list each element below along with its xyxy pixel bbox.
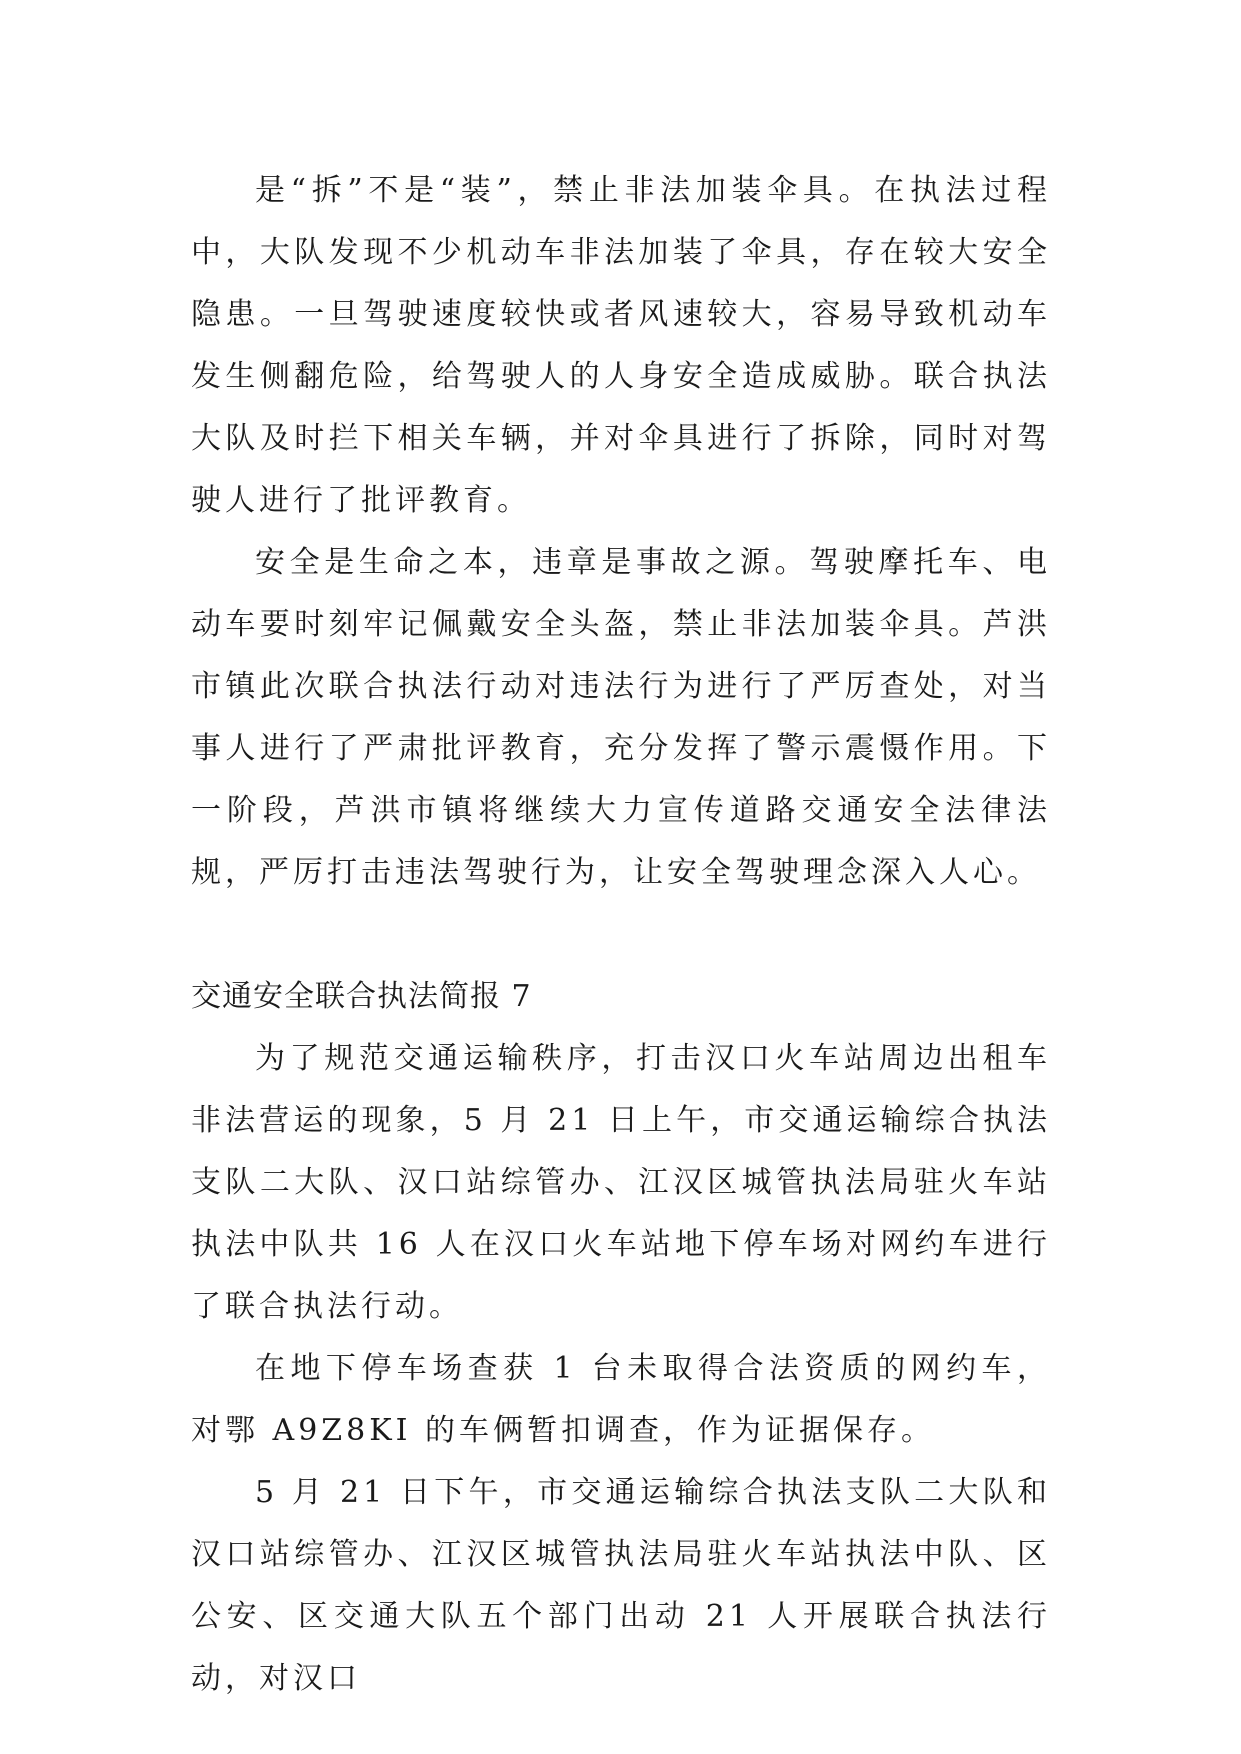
paragraph-safety-summary: 安全是生命之本，违章是事故之源。驾驶摩托车、电动车要时刻牢记佩戴安全头盔，禁止非法加装伞具。芦洪市镇此次联合执法行动对违法行为进行了严厉查处，对当事人进行了严肃批评教育，充分发挥了警示震慑作用。下一阶段，芦洪市镇将继续大力宣传道路交通安全法律法规，严厉打击违法驾驶行为，让安全驾驶理念深入人心。: [191, 545, 1051, 890]
paragraph-umbrella-removal: 是“拆”不是“装”，禁止非法加装伞具。在执法过程中，大队发现不少机动车非法加装了伞具，存在较大安全隐患。一旦驾驶速度较快或者风速较大，容易导致机动车发生侧翻危险，给驾驶人的人身安全造成威胁。联合执法大队及时拦下相关车辆，并对伞具进行了拆除，同时对驾驶人进行了批评教育。: [191, 173, 1051, 518]
paragraph-vehicle-seized: 在地下停车场查获 1 台未取得合法资质的网约车，对鄂 A9Z8KI 的车俩暂扣调查，作为证据保存。: [191, 1351, 1051, 1448]
section-spacer: [191, 904, 1051, 966]
document-page: [191, 160, 1051, 1710]
section-title: 交通安全联合执法简报 7: [191, 979, 532, 1014]
paragraph-morning-operation: 为了规范交通运输秩序，打击汉口火车站周边出租车非法营运的现象，5 月 21 日上午，市交通运输综合执法支队二大队、汉口站综管办、江汉区城管执法局驻火车站执法中队共 16 人在汉口火车站地下停车场对网约车进行了联合执法行动。: [191, 1041, 1051, 1324]
paragraph-afternoon-operation: 5 月 21 日下午，市交通运输综合执法支队二大队和汉口站综管办、江汉区城管执法局驻火车站执法中队、区公安、区交通大队五个部门出动 21 人开展联合执法行动，对汉口: [191, 1475, 1051, 1696]
